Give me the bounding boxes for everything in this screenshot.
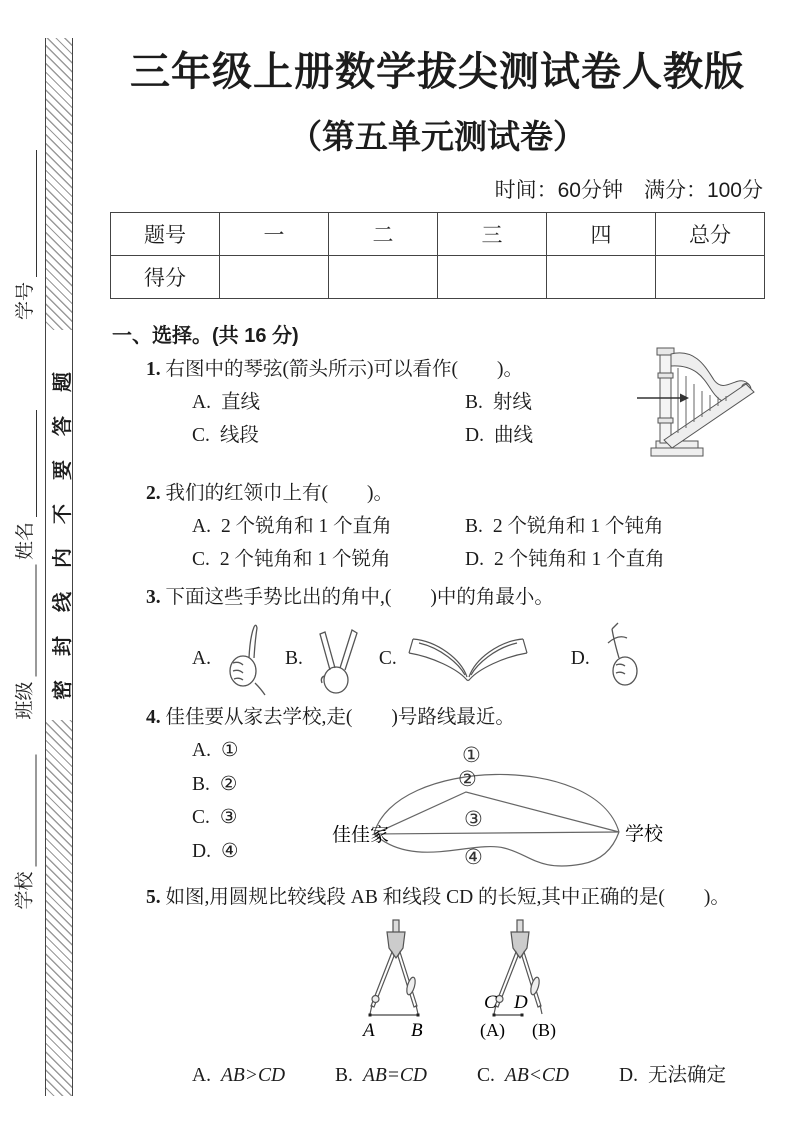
student-id-label: 学号 — [15, 281, 36, 320]
option-5a — [192, 1059, 285, 1093]
option-key: C. — [477, 1065, 495, 1086]
option-value: 2 个锐角和 1 个直角 — [220, 516, 392, 537]
option-value: ③ — [219, 807, 238, 828]
question-4 — [110, 702, 765, 880]
score-table-score-row — [111, 256, 765, 299]
question-5 — [110, 882, 765, 1093]
option-2a — [192, 510, 465, 543]
point-b-label: B — [410, 1020, 423, 1041]
arrow-head-icon — [680, 394, 689, 403]
score-cell-empty — [547, 256, 656, 299]
option-3c — [379, 631, 531, 687]
hand-thumb-up-image — [219, 621, 271, 697]
score-table-header-cell: 二 — [329, 213, 438, 256]
hatch-pattern-top — [46, 38, 72, 330]
score-cell-empty — [656, 256, 765, 299]
name-blank-line — [20, 410, 37, 517]
question-5-number: 5. — [146, 887, 161, 908]
option-key: A. — [192, 648, 211, 669]
harp-image — [634, 346, 769, 458]
option-key: D. — [192, 840, 211, 862]
name-label: 姓名 — [15, 521, 36, 560]
question-2-text: 我们的红领巾上有( )。 — [165, 483, 393, 504]
section-heading: 一、选择。(共 16 分) — [112, 325, 299, 347]
seal-line-text: 密封线内不要答题 — [52, 348, 74, 700]
option-key: C. — [378, 648, 397, 669]
question-3-text: 下面这些手势比出的角中,( )中的角最小。 — [165, 587, 554, 608]
home-label: 佳佳家 — [332, 825, 390, 846]
score-row-label: 得分 — [111, 256, 220, 299]
option-5d — [619, 1059, 726, 1093]
question-5-figure — [150, 918, 765, 1057]
score-cell-empty — [438, 256, 547, 299]
question-3 — [110, 582, 765, 698]
route-map-image — [332, 740, 667, 880]
route-1-label: ① — [462, 743, 481, 767]
student-id-field — [11, 150, 37, 320]
main-content — [110, 30, 765, 1093]
option-value: 2 个钝角和 1 个直角 — [493, 549, 665, 570]
option-3a — [192, 621, 271, 697]
point-d-label: D — [513, 992, 528, 1013]
option-value: 射线 — [492, 392, 532, 413]
hand-finger-heart-image — [598, 621, 648, 697]
score-table — [110, 212, 765, 299]
option-value: 曲线 — [493, 425, 533, 446]
seal-band — [45, 38, 73, 1096]
option-value: AB=CD — [362, 1065, 428, 1086]
point-c-label: C — [483, 992, 497, 1013]
option-5b — [335, 1059, 427, 1093]
option-value: ④ — [220, 840, 239, 862]
option-2b — [465, 510, 765, 543]
option-4a — [192, 734, 332, 768]
option-key: C. — [192, 425, 210, 446]
point-b-paren-label: (B) — [531, 1020, 556, 1040]
score-table-header-row — [111, 213, 765, 256]
score-table-header-cell: 题号 — [111, 213, 220, 256]
option-key: B. — [192, 773, 210, 795]
question-4-body — [110, 734, 765, 880]
option-value: 2 个锐角和 1 个钝角 — [492, 516, 664, 537]
class-label: 班级 — [14, 681, 36, 720]
compass-comparison-image — [308, 918, 608, 1046]
school-field — [11, 755, 37, 910]
option-key: D. — [465, 549, 484, 570]
route-4-label: ④ — [464, 845, 483, 869]
option-5c — [477, 1059, 569, 1093]
score-table-header-cell: 三 — [438, 213, 547, 256]
option-key: A. — [192, 1065, 211, 1086]
question-4-text: 佳佳要从家去学校,走( )号路线最近。 — [165, 707, 515, 728]
question-4-options — [110, 734, 332, 880]
school-label: 学校 — [625, 824, 664, 845]
option-key: B. — [335, 1065, 353, 1086]
score-table-header-cell: 一 — [220, 213, 329, 256]
option-key: D. — [570, 648, 590, 669]
score-table-header-cell: 四 — [547, 213, 656, 256]
option-value: ② — [219, 773, 238, 795]
option-1c — [192, 419, 465, 452]
question-4-text-line — [110, 702, 765, 734]
option-key: B. — [465, 392, 483, 413]
option-value: 无法确定 — [647, 1065, 726, 1086]
option-key: A. — [192, 516, 211, 537]
option-3d — [571, 621, 648, 697]
student-id-blank-line — [20, 150, 37, 277]
question-1 — [110, 354, 765, 472]
class-field — [11, 565, 37, 720]
option-value: 直线 — [220, 392, 260, 413]
question-2 — [110, 478, 765, 576]
option-key: D. — [465, 425, 484, 446]
option-1a — [192, 386, 465, 419]
question-1-text: 右图中的琴弦(箭头所示)可以看作( )。 — [165, 359, 523, 380]
question-4-number: 4. — [146, 707, 161, 728]
option-value: 2 个钝角和 1 个锐角 — [219, 549, 391, 570]
hands-cupped-image — [405, 631, 531, 687]
score-cell-empty — [329, 256, 438, 299]
question-2-text-line — [110, 478, 765, 510]
class-blank-line — [20, 565, 37, 677]
question-5-text-line — [110, 882, 765, 914]
question-3-options — [110, 620, 765, 698]
point-a-label: A — [362, 1020, 375, 1041]
option-key: C. — [192, 807, 210, 828]
option-key: C. — [192, 549, 210, 570]
option-key: A. — [192, 392, 211, 413]
question-2-options — [110, 510, 765, 576]
option-2d — [465, 543, 765, 576]
question-2-number: 2. — [146, 483, 161, 504]
school-label: 学校 — [14, 871, 36, 910]
option-3b — [285, 620, 365, 698]
school-blank-line — [20, 755, 37, 867]
option-2c — [192, 543, 465, 576]
hand-v-sign-image — [311, 620, 365, 698]
option-4d — [192, 835, 332, 869]
question-5-options — [110, 1059, 765, 1093]
question-3-number: 3. — [146, 587, 161, 608]
question-3-text-line — [110, 582, 765, 614]
harp-figure — [634, 346, 769, 469]
paper-subtitle: （第五单元测试卷） — [289, 118, 586, 155]
time-score-info: 时间：60分钟 满分：100分 — [494, 179, 763, 202]
option-value: AB<CD — [504, 1065, 569, 1086]
option-value: AB>CD — [220, 1065, 286, 1086]
route-2-label: ② — [458, 767, 477, 791]
option-4c — [192, 801, 332, 835]
paper-title: 三年级上册数学拔尖测试卷人教版 — [130, 50, 745, 94]
option-value: ① — [220, 740, 239, 761]
score-table-header-cell: 总分 — [656, 213, 765, 256]
score-cell-empty — [220, 256, 329, 299]
question-5-text: 如图,用圆规比较线段 AB 和线段 CD 的长短,其中正确的是( )。 — [165, 887, 730, 908]
route-3-label: ③ — [464, 807, 483, 831]
question-1-number: 1. — [146, 359, 161, 380]
hatch-pattern-bottom — [46, 720, 72, 1096]
option-key: D. — [618, 1065, 638, 1086]
option-value: 线段 — [219, 425, 259, 446]
name-field — [11, 410, 37, 560]
option-key: B. — [465, 516, 483, 537]
option-key: B. — [284, 648, 303, 669]
option-4b — [192, 768, 332, 802]
point-a-paren-label: (A) — [479, 1020, 505, 1040]
option-key: A. — [192, 740, 211, 761]
